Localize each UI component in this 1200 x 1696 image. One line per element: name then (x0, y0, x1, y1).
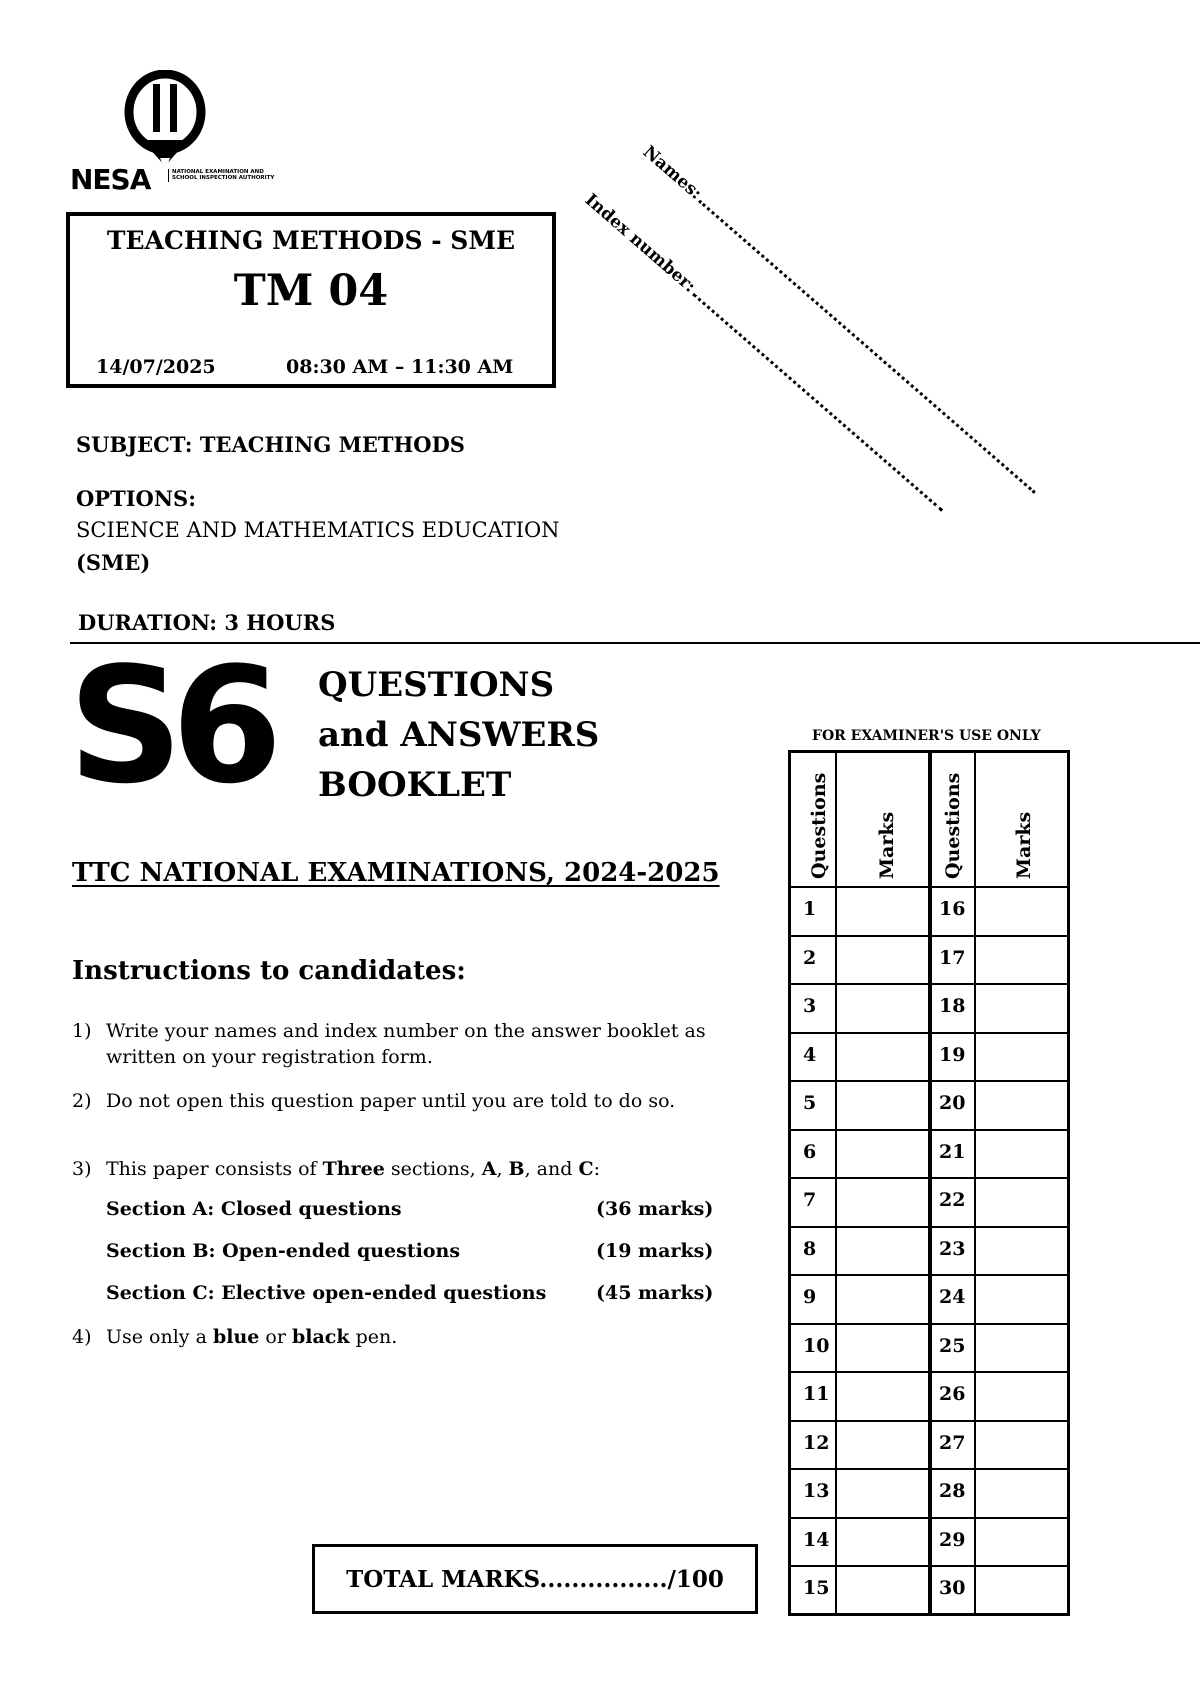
options-value: SCIENCE AND MATHEMATICS EDUCATION (76, 518, 560, 542)
marks-input-cell[interactable] (837, 888, 926, 933)
instruction-number: 2) (72, 1090, 92, 1112)
booklet-title (318, 660, 599, 810)
instruction-text: Use only a blue or black pen. (106, 1326, 398, 1348)
marks-input-cell[interactable] (977, 1276, 1065, 1321)
marks-input-cell[interactable] (977, 1179, 1065, 1224)
marks-input-cell[interactable] (977, 937, 1065, 982)
question-number-cell: 18 (939, 995, 966, 1017)
exam-header-box (66, 212, 556, 388)
marks-input-cell[interactable] (977, 1034, 1065, 1079)
question-number-cell: 14 (803, 1528, 830, 1551)
marks-input-cell[interactable] (977, 1325, 1065, 1370)
marks-input-cell[interactable] (837, 1179, 926, 1224)
question-number-cell: 5 (803, 1092, 817, 1114)
instruction-text: This paper consists of Three sections, A, B, and C: (106, 1158, 600, 1180)
exam-date: 14/07/2025 (96, 356, 216, 378)
question-number-cell: 7 (803, 1189, 817, 1211)
marks-input-cell[interactable] (837, 1422, 926, 1467)
question-number-cell: 6 (803, 1140, 817, 1163)
table-divider (928, 753, 932, 1613)
question-number-cell: 12 (803, 1431, 830, 1454)
index-number-label: Index number: (580, 190, 700, 297)
index-number-dotted-line[interactable] (692, 292, 944, 512)
marks-input-cell[interactable] (837, 1082, 926, 1127)
section-a-label: Section A: Closed questions (106, 1198, 402, 1220)
level-badge: S6 (68, 632, 271, 819)
header-marks-right: Marks (1013, 811, 1035, 879)
marks-input-cell[interactable] (977, 1228, 1065, 1273)
duration: DURATION: 3 HOURS (78, 610, 336, 635)
marks-input-cell[interactable] (977, 1131, 1065, 1176)
options-abbrev: (SME) (76, 550, 151, 575)
question-number-cell: 1 (803, 898, 817, 920)
section-b-label: Section B: Open-ended questions (106, 1240, 461, 1262)
exam-time: 08:30 AM – 11:30 AM (286, 356, 514, 378)
paper-code: TM 04 (233, 266, 389, 316)
section-c-marks: (45 marks) (596, 1282, 714, 1304)
instruction-number: 4) (72, 1326, 92, 1348)
marks-input-cell[interactable] (837, 1470, 926, 1515)
booklet-title-line3: BOOKLET (318, 765, 512, 805)
booklet-title-line2: and ANSWERS (318, 715, 600, 755)
question-number-cell: 11 (803, 1383, 830, 1405)
logo-subtitle: NATIONAL EXAMINATION AND SCHOOL INSPECTION AUTHORITY (168, 169, 282, 182)
marks-input-cell[interactable] (977, 1567, 1065, 1612)
question-number-cell: 8 (803, 1237, 817, 1260)
question-number-cell: 3 (803, 995, 817, 1017)
section-c-label: Section C: Elective open-ended questions (106, 1282, 547, 1304)
question-number-cell: 21 (939, 1140, 966, 1163)
subject-line: SUBJECT: TEACHING METHODS (76, 432, 465, 457)
total-marks-box[interactable] (312, 1544, 758, 1614)
header-questions-right: Questions (942, 772, 964, 879)
section-b-marks: (19 marks) (596, 1240, 714, 1262)
logo-wordmark: NESA (70, 163, 151, 196)
marks-input-cell[interactable] (837, 1228, 926, 1273)
marks-input-cell[interactable] (837, 1034, 926, 1079)
marks-input-cell[interactable] (837, 1373, 926, 1418)
instruction-text: Do not open this question paper until you are told to do so. (106, 1090, 676, 1112)
question-number-cell: 10 (803, 1334, 830, 1357)
marks-input-cell[interactable] (837, 1519, 926, 1564)
course-title: TEACHING METHODS - SME (106, 226, 516, 255)
question-number-cell: 30 (939, 1577, 966, 1599)
instruction-number: 3) (72, 1158, 92, 1180)
instruction-number: 1) (72, 1020, 92, 1042)
marks-input-cell[interactable] (837, 1276, 926, 1321)
marks-input-cell[interactable] (837, 1567, 926, 1612)
marks-input-cell[interactable] (837, 1325, 926, 1370)
question-number-cell: 16 (939, 898, 966, 920)
examiner-marks-table (788, 750, 1070, 1616)
marks-input-cell[interactable] (977, 985, 1065, 1030)
marks-input-cell[interactable] (837, 937, 926, 982)
options-label: OPTIONS: (76, 486, 196, 511)
examiner-table-caption: FOR EXAMINER'S USE ONLY (812, 728, 1041, 744)
question-number-cell: 15 (803, 1577, 830, 1599)
question-number-cell: 13 (803, 1480, 830, 1502)
section-a-marks: (36 marks) (596, 1198, 714, 1220)
marks-input-cell[interactable] (837, 985, 926, 1030)
question-number-cell: 17 (939, 946, 966, 969)
question-number-cell: 23 (939, 1237, 966, 1260)
header-questions-left: Questions (808, 772, 830, 879)
question-number-cell: 29 (939, 1528, 966, 1551)
question-number-cell: 28 (939, 1480, 966, 1502)
header-marks-left: Marks (876, 811, 898, 879)
booklet-title-line1: QUESTIONS (318, 665, 555, 705)
question-number-cell: 2 (803, 946, 817, 969)
question-number-cell: 27 (939, 1431, 966, 1454)
instructions-title: Instructions to candidates: (72, 956, 466, 986)
names-field[interactable] (639, 142, 1044, 498)
question-number-cell: 9 (803, 1286, 817, 1308)
marks-input-cell[interactable] (977, 1082, 1065, 1127)
marks-input-cell[interactable] (977, 1422, 1065, 1467)
names-label: Names: (638, 142, 706, 204)
marks-input-cell[interactable] (977, 888, 1065, 933)
nesa-logo (68, 70, 273, 200)
question-number-cell: 20 (939, 1092, 966, 1114)
table-divider (974, 753, 976, 1613)
question-number-cell: 19 (939, 1043, 966, 1066)
question-number-cell: 25 (939, 1334, 966, 1357)
total-marks-label: TOTAL MARKS................/100 (346, 1565, 724, 1593)
question-number-cell: 4 (803, 1043, 817, 1066)
marks-input-cell[interactable] (977, 1519, 1065, 1564)
question-number-cell: 22 (939, 1189, 966, 1211)
exam-title: TTC NATIONAL EXAMINATIONS, 2024-2025 (72, 858, 720, 888)
instruction-text: Write your names and index number on the answer booklet as written on your registration form. (106, 1020, 706, 1068)
question-number-cell: 26 (939, 1383, 966, 1405)
marks-input-cell[interactable] (977, 1470, 1065, 1515)
marks-input-cell[interactable] (837, 1131, 926, 1176)
question-number-cell: 24 (939, 1286, 966, 1308)
marks-input-cell[interactable] (977, 1373, 1065, 1418)
